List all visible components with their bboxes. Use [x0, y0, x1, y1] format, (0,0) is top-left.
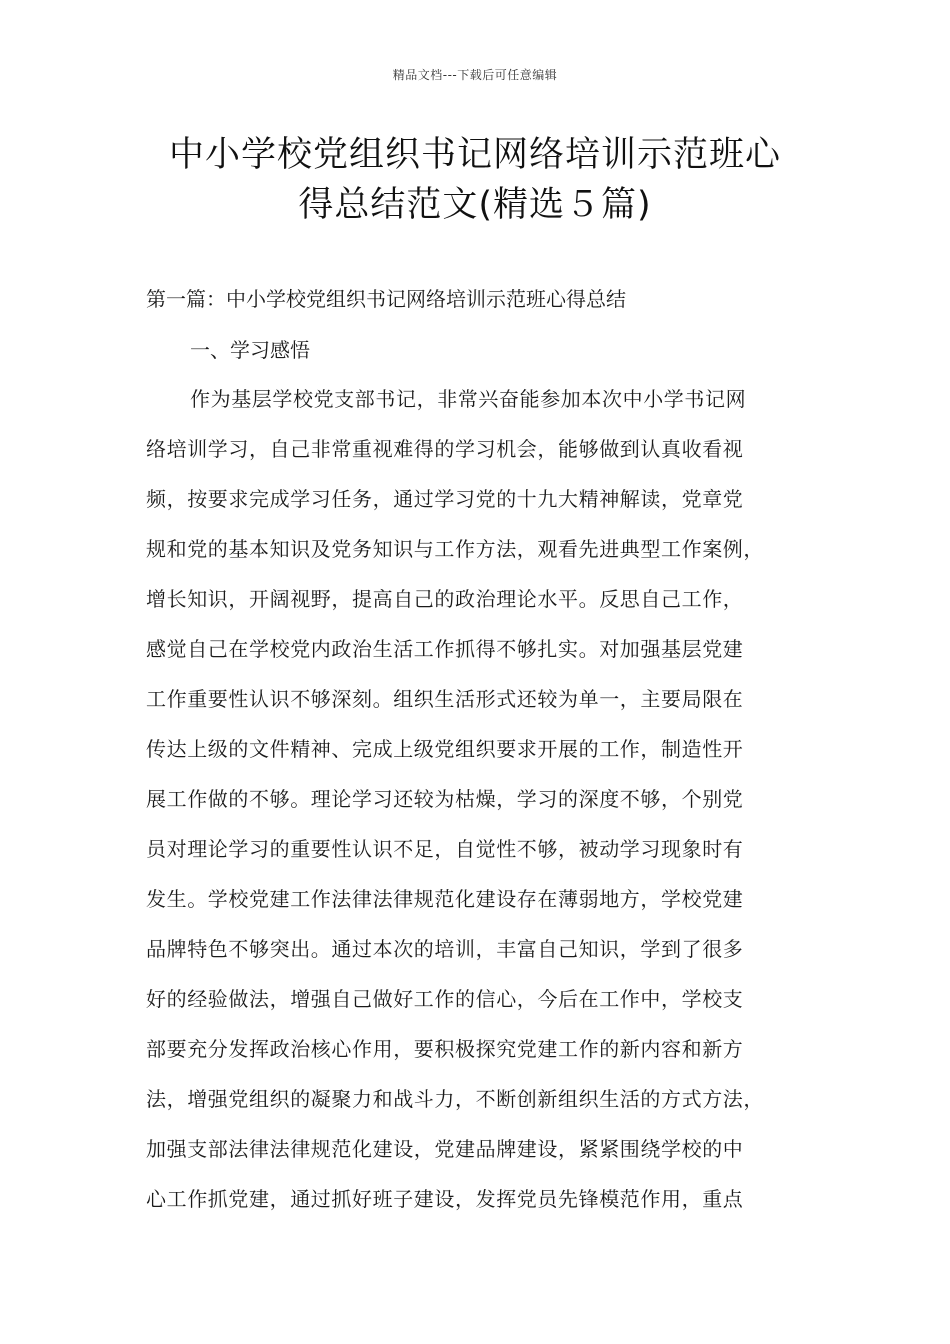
title-line-1: 中小学校党组织书记网络培训示范班心 [168, 135, 781, 175]
paragraph-line: 规和党的基本知识及党务知识与工作方法，观看先进典型工作案例， [146, 537, 764, 561]
paragraph-line: 增长知识，开阔视野，提高自己的政治理论水平。反思自己工作， [146, 587, 744, 611]
section-heading: 第一篇：中小学校党组织书记网络培训示范班心得总结 [146, 287, 626, 311]
paragraph-line: 工作重要性认识不够深刻。组织生活形式还较为单一，主要局限在 [146, 687, 744, 711]
header-note: 精品文档---下载后可任意编辑 [392, 68, 558, 82]
paragraph-line: 心工作抓党建，通过抓好班子建设，发挥党员先锋模范作用，重点 [146, 1187, 744, 1211]
paragraph-line: 络培训学习，自己非常重视难得的学习机会，能够做到认真收看视 [146, 437, 744, 461]
paragraph-line: 频，按要求完成学习任务，通过学习党的十九大精神解读，党章党 [146, 487, 744, 511]
paragraph-line: 法，增强党组织的凝聚力和战斗力，不断创新组织生活的方式方法， [146, 1087, 764, 1111]
paragraph-line: 传达上级的文件精神、完成上级党组织要求开展的工作，制造性开 [146, 737, 744, 761]
paragraph-line: 发生。学校党建工作法律法律规范化建设存在薄弱地方，学校党建 [146, 887, 744, 911]
body-paragraph [146, 383, 814, 1233]
paragraph-line: 展工作做的不够。理论学习还较为枯燥，学习的深度不够，个别党 [146, 787, 744, 811]
paragraph-line: 品牌特色不够突出。通过本次的培训，丰富自己知识，学到了很多 [146, 937, 744, 961]
title-line-2: 得总结范文(精选５篇) [298, 185, 652, 225]
paragraph-line: 加强支部法律法律规范化建设，党建品牌建设，紧紧围绕学校的中 [146, 1137, 744, 1161]
document-title [100, 130, 850, 230]
paragraph-line: 部要充分发挥政治核心作用，要积极探究党建工作的新内容和新方 [146, 1037, 744, 1061]
paragraph-line: 员对理论学习的重要性认识不足，自觉性不够，被动学习现象时有 [146, 837, 744, 861]
sub-heading: 一、学习感悟 [190, 338, 310, 362]
paragraph-line: 好的经验做法，增强自己做好工作的信心，今后在工作中，学校支 [146, 987, 744, 1011]
paragraph-line: 感觉自己在学校党内政治生活工作抓得不够扎实。对加强基层党建 [146, 637, 744, 661]
paragraph-line: 作为基层学校党支部书记，非常兴奋能参加本次中小学书记网 [190, 387, 747, 411]
